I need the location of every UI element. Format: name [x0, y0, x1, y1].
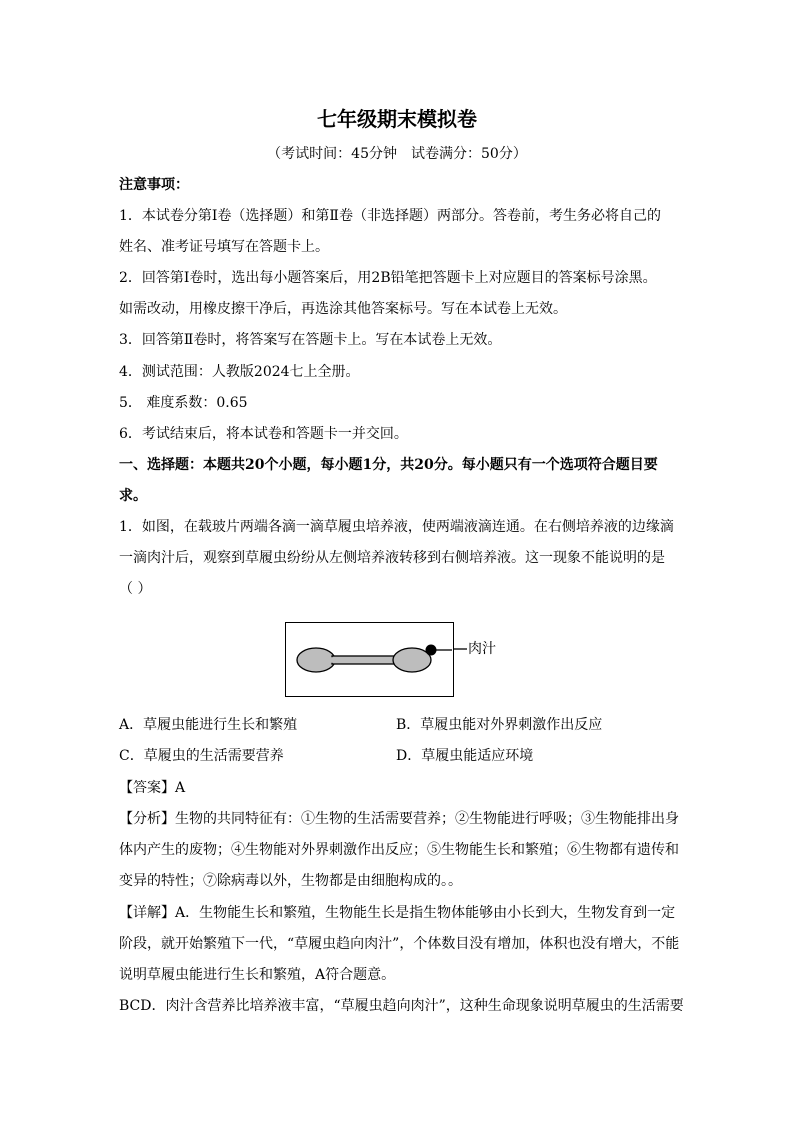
- notes-heading: 注意事项：: [119, 177, 189, 193]
- note-line: 1．本试卷分第Ⅰ卷（选择题）和第Ⅱ卷（非选择题）两部分。答卷前，考生务必将自己的: [119, 208, 661, 224]
- question-stem: 一滴肉汁后，观察到草履虫纷纷从左侧培养液转移到右侧培养液。这一现象不能说明的是: [119, 550, 665, 566]
- exam-score: 试卷满分：50分）: [411, 146, 527, 162]
- option-d: D．草履虫能适应环境: [396, 748, 534, 764]
- left-drop: [297, 648, 335, 672]
- paramecium-figure: [285, 622, 454, 697]
- liquid-bridge: [332, 656, 395, 664]
- exam-time: （考试时间：45分钟: [267, 146, 397, 162]
- detail-line: 阶段，就开始繁殖下一代，“草履虫趋向肉汁”，个体数目没有增加，体积也没有增大，不能: [119, 936, 680, 952]
- note-line: 5． 难度系数：0.65: [119, 395, 248, 411]
- analysis-line: 【分析】生物的共同特征有：①生物的生活需要营养；②生物能进行呼吸；③生物能排出身: [119, 811, 679, 827]
- note-line: 3．回答第Ⅱ卷时，将答案写在答题卡上。写在本试卷上无效。: [119, 332, 502, 348]
- answer-line: 【答案】A: [119, 780, 186, 796]
- option-b: B．草履虫能对外界刺激作出反应: [396, 717, 603, 733]
- question-stem: 1．如图，在载玻片两端各滴一滴草履虫培养液，使两端液滴连通。在右侧培养液的边缘滴: [119, 519, 674, 535]
- option-c: C．草履虫的生活需要营养: [119, 748, 284, 764]
- option-a: A．草履虫能进行生长和繁殖: [119, 717, 298, 733]
- detail-line: BCD．肉汁含营养比培养液丰富，“草履虫趋向肉汁”，这种生命现象说明草履虫的生活需要: [119, 998, 684, 1014]
- note-line: 4．测试范围：人教版2024七上全册。: [119, 364, 360, 380]
- note-line: 2．回答第Ⅰ卷时，选出每小题答案后，用2B铅笔把答题卡上对应题目的答案标号涂黑。: [119, 270, 657, 286]
- section-heading-cont: 求。: [119, 488, 147, 504]
- note-line: 6．考试结束后，将本试卷和答题卡一并交回。: [119, 426, 408, 442]
- exam-title: 七年级期末模拟卷: [317, 107, 477, 131]
- note-line: 姓名、准考证号填写在答题卡上。: [119, 239, 329, 255]
- label-leader-ext: [453, 648, 467, 650]
- broth-label: 肉汁: [468, 641, 496, 657]
- analysis-line: 变异的特性；⑦除病毒以外，生物都是由细胞构成的。。: [119, 873, 462, 889]
- analysis-line: 体内产生的废物；④生物能对外界刺激作出反应；⑤生物能生长和繁殖；⑥生物都有遗传和: [119, 842, 679, 858]
- note-line: 如需改动，用橡皮擦干净后，再选涂其他答案标号。写在本试卷上无效。: [119, 301, 567, 317]
- question-stem-bracket: （ ）: [119, 581, 152, 597]
- broth-drop: [426, 645, 437, 656]
- section-heading: 一、选择题：本题共20个小题，每小题1分，共20分。每小题只有一个选项符合题目要: [119, 457, 658, 473]
- detail-line: 说明草履虫能进行生长和繁殖，A符合题意。: [119, 967, 396, 983]
- slide-diagram: [286, 623, 452, 695]
- right-drop: [393, 648, 431, 672]
- exam-subtitle: [0, 144, 794, 164]
- detail-line: 【详解】A．生物能生长和繁殖，生物能生长是指生物体能够由小长到大，生物发育到一定: [119, 905, 676, 921]
